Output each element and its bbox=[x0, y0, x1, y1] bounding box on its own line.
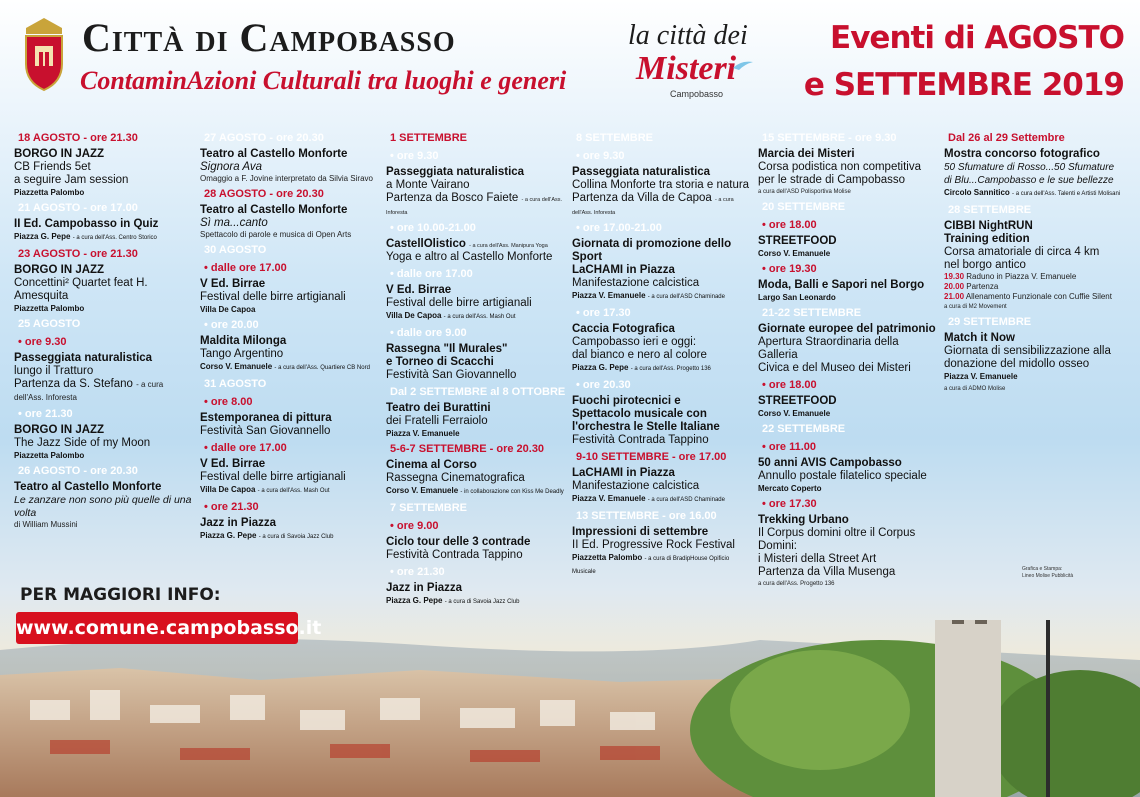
event-place: Piazzetta Palombo bbox=[14, 304, 85, 313]
time-band: • ore 17.00-21.00 bbox=[572, 221, 676, 236]
schedule-row: 21.00 Allenamento Funzionale con Cuffie Silent bbox=[944, 292, 1112, 301]
date-band: 8 SETTEMBRE bbox=[572, 131, 752, 146]
time-band: • dalle ore 17.00 bbox=[200, 441, 304, 456]
event-title: Ciclo tour delle 3 contrade bbox=[386, 536, 531, 548]
time-band: • ore 21.30 bbox=[386, 565, 476, 580]
event-title: e Torneo di Scacchi bbox=[386, 356, 494, 368]
time-band: • ore 21.30 bbox=[14, 407, 104, 422]
event-place: Piazza G. Pepe - a cura di Savoia Jazz Club bbox=[386, 596, 520, 605]
time-band: • ore 9.30 bbox=[572, 149, 662, 164]
event-line: Sì ma...canto bbox=[200, 217, 268, 229]
event-line: Signora Ava bbox=[200, 161, 263, 173]
event-place: Piazza G. Pepe - a cura di Savoia Jazz Club bbox=[200, 531, 334, 540]
time-band: • ore 21.30 bbox=[200, 500, 290, 515]
event-title: Giornate europee del patrimonio bbox=[758, 323, 936, 335]
event-title: V Ed. Birrae bbox=[386, 284, 452, 296]
event-title: BORGO IN JAZZ bbox=[14, 424, 105, 436]
event-place: Villa De Capoa - a cura dell'Ass. Mash Out bbox=[386, 311, 516, 320]
event-line: Manifestazione calcistica bbox=[572, 480, 700, 492]
event-line: dei Fratelli Ferraiolo bbox=[386, 415, 488, 427]
time-band: • ore 11.00 bbox=[758, 440, 848, 455]
time-band: • dalle ore 9.00 bbox=[386, 326, 490, 341]
event-title: Maldita Milonga bbox=[200, 335, 287, 347]
date-band: 21-22 SETTEMBRE bbox=[758, 306, 938, 321]
event-title: Marcia dei Misteri bbox=[758, 148, 855, 160]
column-5 bbox=[758, 128, 938, 589]
event-note: a cura di M2 Movement bbox=[944, 304, 1007, 310]
event-place: Villa De Capoa bbox=[200, 305, 256, 314]
event-line: donazione del midollo osseo bbox=[944, 358, 1090, 370]
event-title: II Ed. Campobasso in Quiz bbox=[14, 218, 159, 230]
event-line: CB Friends 5et bbox=[14, 161, 91, 173]
event-line: Annullo postale filatelico speciale bbox=[758, 470, 927, 482]
schedule-row: 20.00 Partenza bbox=[944, 282, 999, 291]
event-title: CastellOlistico - a cura dell'Ass. Manipura Yoga bbox=[386, 238, 548, 250]
event-line: Partenza da Bosco Faiete - a cura dell'Ass. Inforesta bbox=[386, 192, 563, 216]
wing-icon bbox=[733, 60, 753, 70]
event-title: Caccia Fotografica bbox=[572, 323, 675, 335]
event-line: Partenza da Villa Musenga bbox=[758, 566, 896, 578]
event-line: II Ed. Progressive Rock Festival bbox=[572, 539, 735, 551]
event-line: Corsa amatoriale di circa 4 km bbox=[944, 246, 1100, 258]
logo-text-sub: Campobasso bbox=[670, 89, 724, 99]
schedule-row: 19.30 Raduno in Piazza V. Emanuele bbox=[944, 272, 1077, 281]
event-line: Corsa podistica non competitiva bbox=[758, 161, 921, 173]
time-band: • ore 9.00 bbox=[386, 519, 476, 534]
column-6 bbox=[944, 128, 1136, 394]
date-band: 15 SETTEMBRE - ore 9.30 bbox=[758, 131, 938, 146]
event-title: Estemporanea di pittura bbox=[200, 412, 332, 424]
event-place: Piazza V. Emanuele - a cura dell'ASD Chaminade bbox=[572, 494, 725, 503]
time-band: • ore 17.30 bbox=[758, 497, 848, 512]
event-title: Fuochi pirotecnici e bbox=[572, 395, 681, 407]
event-place: Corso V. Emanuele bbox=[758, 249, 831, 258]
subtitle: ContaminAzioni Culturali tra luoghi e generi bbox=[80, 66, 567, 95]
time-band: • ore 17.30 bbox=[572, 306, 662, 321]
event-title: l'orchestra le Stelle Italiane bbox=[572, 421, 720, 433]
event-place: Largo San Leonardo bbox=[758, 293, 836, 302]
event-title: BORGO IN JAZZ bbox=[14, 264, 105, 276]
event-line: Festival delle birre artigianali bbox=[386, 297, 532, 309]
event-title: Passeggiata naturalistica bbox=[386, 166, 525, 178]
event-title: V Ed. Birrae bbox=[200, 278, 266, 290]
column-4 bbox=[572, 128, 752, 580]
event-title: STREETFOOD bbox=[758, 395, 837, 407]
date-band: Dal 26 al 29 Settembre bbox=[944, 131, 1136, 146]
event-line: Campobasso ieri e oggi: bbox=[572, 336, 697, 348]
event-title: 50 anni AVIS Campobasso bbox=[758, 457, 902, 469]
event-place: Corso V. Emanuele - in collaborazione con Kiss Me Deadly bbox=[386, 486, 564, 495]
events-title-line2: e SETTEMBRE 2019 bbox=[803, 67, 1124, 103]
event-place: Piazza V. Emanuele - a cura dell'ASD Chaminade bbox=[572, 291, 725, 300]
event-title: Teatro al Castello Monforte bbox=[14, 481, 162, 493]
time-band: • ore 9.30 bbox=[14, 335, 104, 350]
event-place: Mercato Coperto bbox=[758, 484, 822, 493]
event-title: V Ed. Birrae bbox=[200, 458, 266, 470]
event-place: Piazza V. Emanuele bbox=[386, 429, 460, 438]
event-title: Jazz in Piazza bbox=[386, 582, 463, 594]
event-line: Rassegna Cinematografica bbox=[386, 472, 525, 484]
event-line: dal bianco e nero al colore bbox=[572, 349, 707, 361]
event-line: Yoga e altro al Castello Monforte bbox=[386, 251, 553, 263]
time-band: • ore 18.00 bbox=[758, 378, 848, 393]
event-place: Corso V. Emanuele bbox=[758, 409, 831, 418]
event-line: lungo il Tratturo bbox=[14, 365, 94, 377]
event-title: Jazz in Piazza bbox=[200, 517, 277, 529]
date-band: 27 AGOSTO - ore 20.30 bbox=[200, 131, 380, 146]
date-band: 28 SETTEMBRE bbox=[944, 203, 1136, 218]
date-band: 22 SETTEMBRE bbox=[758, 422, 938, 437]
event-place: Piazzetta Palombo bbox=[14, 188, 85, 197]
event-line: a Monte Vairano bbox=[386, 179, 470, 191]
event-title: Mostra concorso fotografico bbox=[944, 148, 1100, 160]
event-title: CIBBI NightRUN bbox=[944, 220, 1033, 232]
event-place: Circolo Sannitico - a cura dell'Ass. Talenti e Artisti Molisani bbox=[944, 188, 1121, 197]
event-title: Match it Now bbox=[944, 332, 1015, 344]
event-line: Festività Contrada Tappino bbox=[386, 549, 523, 561]
event-line: The Jazz Side of my Moon bbox=[14, 437, 151, 449]
logo-text-top: la città dei bbox=[628, 20, 748, 51]
event-line: i Misteri della Street Art bbox=[758, 553, 877, 565]
event-line: Festival delle birre artigianali bbox=[200, 291, 346, 303]
date-band: 29 SETTEMBRE bbox=[944, 315, 1136, 330]
event-title: Training edition bbox=[944, 233, 1030, 245]
event-title: BORGO IN JAZZ bbox=[14, 148, 105, 160]
city-panorama bbox=[0, 620, 1140, 797]
event-title: LaCHAMI in Piazza bbox=[572, 264, 675, 276]
date-band: 31 AGOSTO bbox=[200, 377, 380, 392]
event-line: Festività Contrada Tappino bbox=[572, 434, 709, 446]
event-note: a cura dell'Ass. Progetto 136 bbox=[758, 581, 835, 587]
time-band: • ore 20.00 bbox=[200, 318, 290, 333]
logo-text-main: Misteri bbox=[636, 50, 737, 87]
time-band: • ore 20.30 bbox=[572, 378, 662, 393]
date-band: Dal 2 SETTEMBRE al 8 OTTOBRE bbox=[386, 385, 566, 400]
event-place: Piazza V. Emanuele bbox=[944, 372, 1018, 381]
event-place: Piazza G. Pepe - a cura dell'Ass. Centro Storico bbox=[14, 232, 157, 241]
event-line: Manifestazione calcistica bbox=[572, 277, 700, 289]
event-line: Collina Monforte tra storia e natura bbox=[572, 179, 750, 191]
event-line: Festival delle birre artigianali bbox=[200, 471, 346, 483]
column-1 bbox=[14, 128, 194, 530]
date-band: 28 AGOSTO - ore 20.30 bbox=[200, 187, 380, 202]
event-line: Festività San Giovannello bbox=[200, 425, 331, 437]
event-note: a cura di ADMO Molise bbox=[944, 386, 1006, 392]
event-line: Concettini² Quartet feat H. Amesquita bbox=[14, 277, 148, 302]
time-band: • ore 9.30 bbox=[386, 149, 476, 164]
date-band: 7 SETTEMBRE bbox=[386, 501, 566, 516]
events-title-line1: Eventi di AGOSTO bbox=[830, 20, 1124, 56]
event-title: Teatro al Castello Monforte bbox=[200, 148, 348, 160]
website-link[interactable]: www.comune.campobasso.it bbox=[16, 612, 298, 644]
event-note: a cura dell'ASD Polisportiva Molise bbox=[758, 189, 851, 195]
event-line: Il Corpus domini oltre il Corpus Domini: bbox=[758, 527, 916, 552]
date-band: 21 AGOSTO - ore 17.00 bbox=[14, 201, 194, 216]
time-band: • ore 8.00 bbox=[200, 395, 290, 410]
date-band: 23 AGOSTO - ore 21.30 bbox=[14, 247, 194, 262]
event-line: Giornata di sensibilizzazione alla bbox=[944, 345, 1111, 357]
event-title: Cinema al Corso bbox=[386, 459, 477, 471]
event-title: Passeggiata naturalistica bbox=[14, 352, 153, 364]
city-crest-icon bbox=[20, 14, 68, 92]
event-line: nel borgo antico bbox=[944, 259, 1026, 271]
event-line: Festività San Giovannello bbox=[386, 369, 517, 381]
event-line: Civica e del Museo dei Misteri bbox=[758, 362, 911, 374]
event-place: Piazzetta Palombo bbox=[14, 451, 85, 460]
event-place: Piazza G. Pepe - a cura dell'Ass. Progetto 136 bbox=[572, 363, 711, 372]
column-3 bbox=[386, 128, 566, 610]
event-note: Spettacolo di parole e musica di Open Arts bbox=[200, 230, 352, 239]
event-title: LaCHAMI in Piazza bbox=[572, 467, 675, 479]
event-title: Moda, Balli e Sapori nel Borgo bbox=[758, 279, 925, 291]
date-band: 25 AGOSTO bbox=[14, 317, 194, 332]
date-band: 1 SETTEMBRE bbox=[386, 131, 566, 146]
event-title: STREETFOOD bbox=[758, 235, 837, 247]
date-band: 9-10 SETTEMBRE - ore 17.00 bbox=[572, 450, 752, 465]
city-title: Città di Campobasso bbox=[82, 15, 456, 60]
event-title: Spettacolo musicale con bbox=[572, 408, 707, 420]
event-line: Apertura Straordinaria della Galleria bbox=[758, 336, 899, 361]
event-line: Partenza da Villa de Capoa - a cura dell'Ass. Inforesta bbox=[572, 192, 734, 216]
event-line: per le strade di Campobasso bbox=[758, 174, 906, 186]
event-line: Le zanzare non sono più quelle di una volta bbox=[14, 494, 192, 519]
event-title: Giornata di promozione dello Sport bbox=[572, 238, 732, 263]
date-band: 18 AGOSTO - ore 21.30 bbox=[14, 131, 194, 146]
event-title: Rassegna "Il Murales" bbox=[386, 343, 508, 355]
event-line: Partenza da S. Stefano - a cura dell'Ass. Inforesta bbox=[14, 378, 164, 402]
date-band: 13 SETTEMBRE - ore 16.00 bbox=[572, 509, 752, 524]
event-line: 50 Sfumature di Rosso...50 Sfumature bbox=[944, 162, 1115, 173]
event-note: di William Mussini bbox=[14, 520, 78, 529]
event-title: Impressioni di settembre bbox=[572, 526, 709, 538]
print-credit: Grafica e Stampa: Lineo Molise Pubblicità bbox=[1022, 566, 1074, 579]
time-band: • dalle ore 17.00 bbox=[200, 261, 304, 276]
time-band: • ore 19.30 bbox=[758, 262, 848, 277]
event-line: a seguire Jam session bbox=[14, 174, 129, 186]
event-place: Villa De Capoa - a cura dell'Ass. Mash Out bbox=[200, 485, 330, 494]
column-2 bbox=[200, 128, 380, 545]
more-info-label: PER MAGGIORI INFO: bbox=[20, 585, 221, 605]
event-place: Corso V. Emanuele - a cura dell'Ass. Quartiere CB Nord bbox=[200, 362, 370, 371]
date-band: 26 AGOSTO - ore 20.30 bbox=[14, 464, 194, 479]
event-place: Piazzetta Palombo - a cura di BradipHouse Opificio Musicale bbox=[572, 553, 730, 575]
time-band: • dalle ore 17.00 bbox=[386, 267, 490, 282]
time-band: • ore 18.00 bbox=[758, 218, 848, 233]
date-band: 20 SETTEMBRE bbox=[758, 200, 938, 215]
event-line: di Blu...Campobasso e le sue bellezze bbox=[944, 175, 1114, 186]
event-title: Teatro al Castello Monforte bbox=[200, 204, 348, 216]
event-title: Teatro dei Burattini bbox=[386, 402, 491, 414]
time-band: • ore 10.00-21.00 bbox=[386, 221, 490, 236]
event-title: Trekking Urbano bbox=[758, 514, 849, 526]
event-line: Tango Argentino bbox=[200, 348, 284, 360]
event-note: Omaggio a F. Jovine interpretato da Silvia Siravo bbox=[200, 174, 373, 183]
date-band: 30 AGOSTO bbox=[200, 243, 380, 258]
date-band: 5-6-7 SETTEMBRE - ore 20.30 bbox=[386, 442, 566, 457]
event-title: Passeggiata naturalistica bbox=[572, 166, 711, 178]
